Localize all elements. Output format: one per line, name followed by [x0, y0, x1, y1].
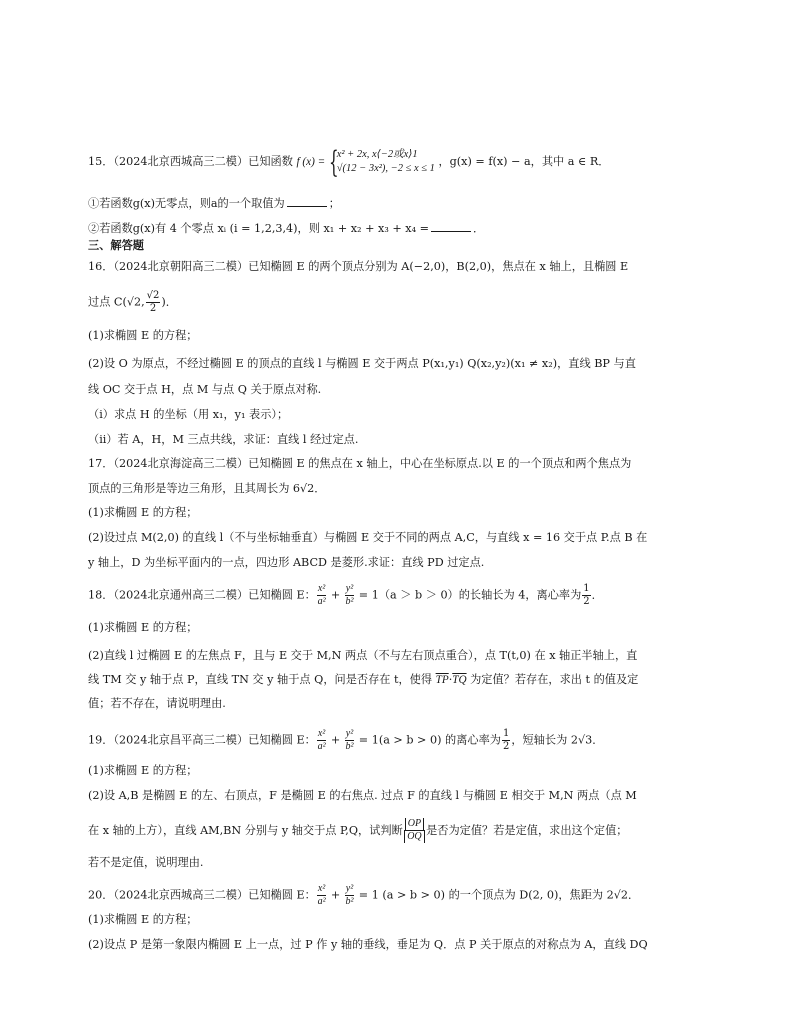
answer-blank-1[interactable] [287, 206, 327, 207]
problem-16-line-3: (1)求椭圆 E 的方程； [88, 329, 198, 342]
fraction-eccentricity [502, 728, 510, 753]
problem-16-line-1: 16．（2024北京朝阳高三二模）已知椭圆 E 的两个顶点分别为 A(−2,0)，B(2,0)，焦点在 x 轴上，且椭圆 E [88, 260, 629, 273]
problem-19-line-2: (1)求椭圆 E 的方程； [88, 764, 198, 777]
fraction-x2-a2 [317, 728, 326, 753]
brace-icon: { [328, 145, 339, 180]
problem-18-line-5: 值；若不存在，请说明理由. [88, 697, 226, 710]
fraction-denominator: b² [345, 741, 354, 752]
piecewise-function [328, 145, 435, 180]
fraction-numerator [404, 818, 425, 831]
p19-l4-end: 是否为定值？若是定值，求出这个定值； [426, 823, 628, 837]
section-heading: 三、解答题 [88, 238, 144, 252]
piecewise-case-2: √(12 − 3x²), −2 ≤ x ≤ 1 [336, 163, 435, 174]
q2-text: ②若函数g(x)有 4 个零点 xᵢ (i = 1,2,3,4)，则 x₁ + x₂ + x₃ + x₄ = [88, 222, 430, 235]
p20-end: = 1 (a > b > 0) 的一个顶点为 D(2, 0)，焦距为 2√2． [355, 888, 640, 902]
problem-15-tail: ，g(x) = f(x) − a，其中 a ∈ R． [438, 155, 610, 168]
problem-16-line-7: （ii）若 A，H，M 三点共线，求证：直线 l 经过定点. [88, 433, 359, 446]
q1-text: ①若函数g(x)无零点，则a的一个取值为 [88, 197, 285, 210]
fraction-numerator: x² [317, 728, 326, 739]
problem-15-statement [88, 145, 610, 180]
p19-head: 19．（2024北京昌平高三二模）已知椭圆 E： [88, 733, 316, 747]
problem-18-line-2: (1)求椭圆 E 的方程； [88, 621, 198, 634]
problem-19-line-5: 若不是定值，说明理由. [88, 856, 204, 869]
plus-sign: + [327, 588, 344, 602]
problem-15-head: 15．（2024北京西城高三二模）已知函数 [88, 155, 293, 168]
fraction-x2-a2 [317, 883, 326, 908]
q2-end: ． [473, 222, 485, 235]
problem-17-line-3: (1)求椭圆 E 的方程； [88, 506, 198, 519]
fraction-numerator: y² [345, 728, 354, 739]
fraction-denominator: b² [345, 896, 354, 907]
p19-l4-start: 在 x 轴的上方），直线 AM,BN 分别与 y 轴交于点 P,Q，试判断 [88, 823, 403, 837]
problem-17-line-1: 17．（2024北京海淀高三二模）已知椭圆 E 的焦点在 x 轴上，中心在坐标原点.以 E 的一个顶点和两个焦点为 [88, 457, 632, 470]
problem-16-line-4: (2)设 O 为原点，不经过椭圆 E 的顶点的直线 l 与椭圆 E 交于两点 P(x₁,y₁) Q(x₂,y₂)(x₁ ≠ x₂)，直线 BP 与直 [88, 357, 636, 370]
fraction-denominator: a² [317, 596, 326, 607]
fraction-denominator: 2 [502, 741, 510, 752]
abs-op: OP [405, 818, 424, 830]
fraction-denominator: 2 [583, 596, 590, 607]
p18-l4-start: 线 TM 交 y 轴于点 P，直线 TN 交 y 轴于点 Q，问是否存在 t，使得 [88, 673, 436, 686]
problem-19-line-1 [88, 728, 603, 753]
plus-sign: + [327, 888, 344, 902]
abs-oq: OQ [404, 831, 424, 843]
fraction-sqrt2-over-2 [146, 290, 161, 315]
problem-15-q1 [88, 196, 340, 212]
fraction-denominator: 2 [149, 303, 157, 314]
fraction-denominator [404, 831, 425, 843]
fraction-denominator: a² [317, 741, 326, 752]
fraction-eccentricity [582, 583, 590, 608]
point-c-end: )． [161, 295, 177, 309]
p19-mid: = 1(a > b > 0) 的离心率为 [355, 733, 501, 747]
dot-product: · [448, 673, 453, 686]
problem-17-line-4: (2)设过点 M(2,0) 的直线 l（不与坐标轴垂直）与椭圆 E 交于不同的两点 A,C，与直线 x = 16 交于点 P.点 B 在 [88, 531, 648, 544]
problem-20-line-2: (1)求椭圆 E 的方程； [88, 913, 198, 926]
piecewise-case-1: x² + 2x, x⟨−2或x⟩1 [336, 149, 418, 160]
p18-mid: = 1（a ＞ b ＞ 0）的长轴长为 4，离心率为 [355, 588, 582, 602]
problem-16-line-5: 线 OC 交于点 H，点 M 与点 Q 关于原点对称. [88, 383, 322, 396]
problem-19-line-3: (2)设 A,B 是椭圆 E 的左、右顶点，F 是椭圆 E 的右焦点. 过点 F 的直线 l 与椭圆 E 相交于 M,N 两点（点 M [88, 789, 637, 802]
vector-tq: $\overline{TQ}$ [452, 674, 467, 686]
fraction-x2-a2 [317, 583, 326, 608]
vector-tp: $\overline{TP}$ [435, 674, 449, 686]
point-c-start: 过点 C(√2, [88, 295, 145, 309]
fraction-numerator: y² [345, 883, 354, 894]
fraction-numerator: x² [317, 583, 326, 594]
p18-end: ． [591, 588, 603, 602]
fraction-numerator: x² [317, 883, 326, 894]
problem-20-line-1 [88, 883, 639, 908]
problem-15-q2 [88, 221, 484, 237]
problem-18-line-3: (2)直线 l 过椭圆 E 的左焦点 F，且与 E 交于 M,N 两点（不与左右顶点重合），点 T(t,0) 在 x 轴正半轴上，直 [88, 649, 638, 662]
fraction-op-oq [404, 818, 425, 844]
fraction-numerator: y² [345, 583, 354, 594]
p20-head: 20．（2024北京西城高三二模）已知椭圆 E： [88, 888, 316, 902]
p18-l4-end: 为定值？若存在，求出 t 的值及定 [466, 673, 639, 686]
p18-head: 18．（2024北京通州高三二模）已知椭圆 E： [88, 588, 316, 602]
p19-end: ，短轴长为 2√3． [511, 733, 604, 747]
fraction-y2-b2 [345, 728, 354, 753]
problem-19-line-4 [88, 818, 628, 844]
function-f-label: f (x) = [296, 156, 326, 168]
q1-end: ； [328, 197, 340, 210]
fraction-y2-b2 [345, 883, 354, 908]
problem-20-line-3: (2)设点 P 是第一象限内椭圆 E 上一点，过 P 作 y 轴的垂线，垂足为 Q．点 P 关于原点的对称点为 A，直线 DQ [88, 938, 648, 951]
problem-16-line-2 [88, 290, 177, 315]
problem-17-line-5: y 轴上，D 为坐标平面内的一点，四边形 ABCD 是菱形.求证：直线 PD 过定点. [88, 556, 485, 569]
problem-18-line-1 [88, 583, 603, 608]
problem-16-line-6: （i）求点 H 的坐标（用 x₁，y₁ 表示）； [88, 408, 289, 421]
fraction-denominator: b² [345, 596, 354, 607]
fraction-numerator: 1 [502, 728, 510, 739]
problem-18-line-4 [88, 672, 638, 688]
fraction-numerator: 1 [583, 583, 590, 594]
fraction-y2-b2 [345, 583, 354, 608]
problem-17-line-2: 顶点的三角形是等边三角形，且其周长为 6√2． [88, 482, 326, 495]
fraction-numerator: √2 [146, 290, 160, 301]
fraction-denominator: a² [317, 896, 326, 907]
answer-blank-2[interactable] [431, 231, 471, 232]
plus-sign: + [327, 733, 344, 747]
